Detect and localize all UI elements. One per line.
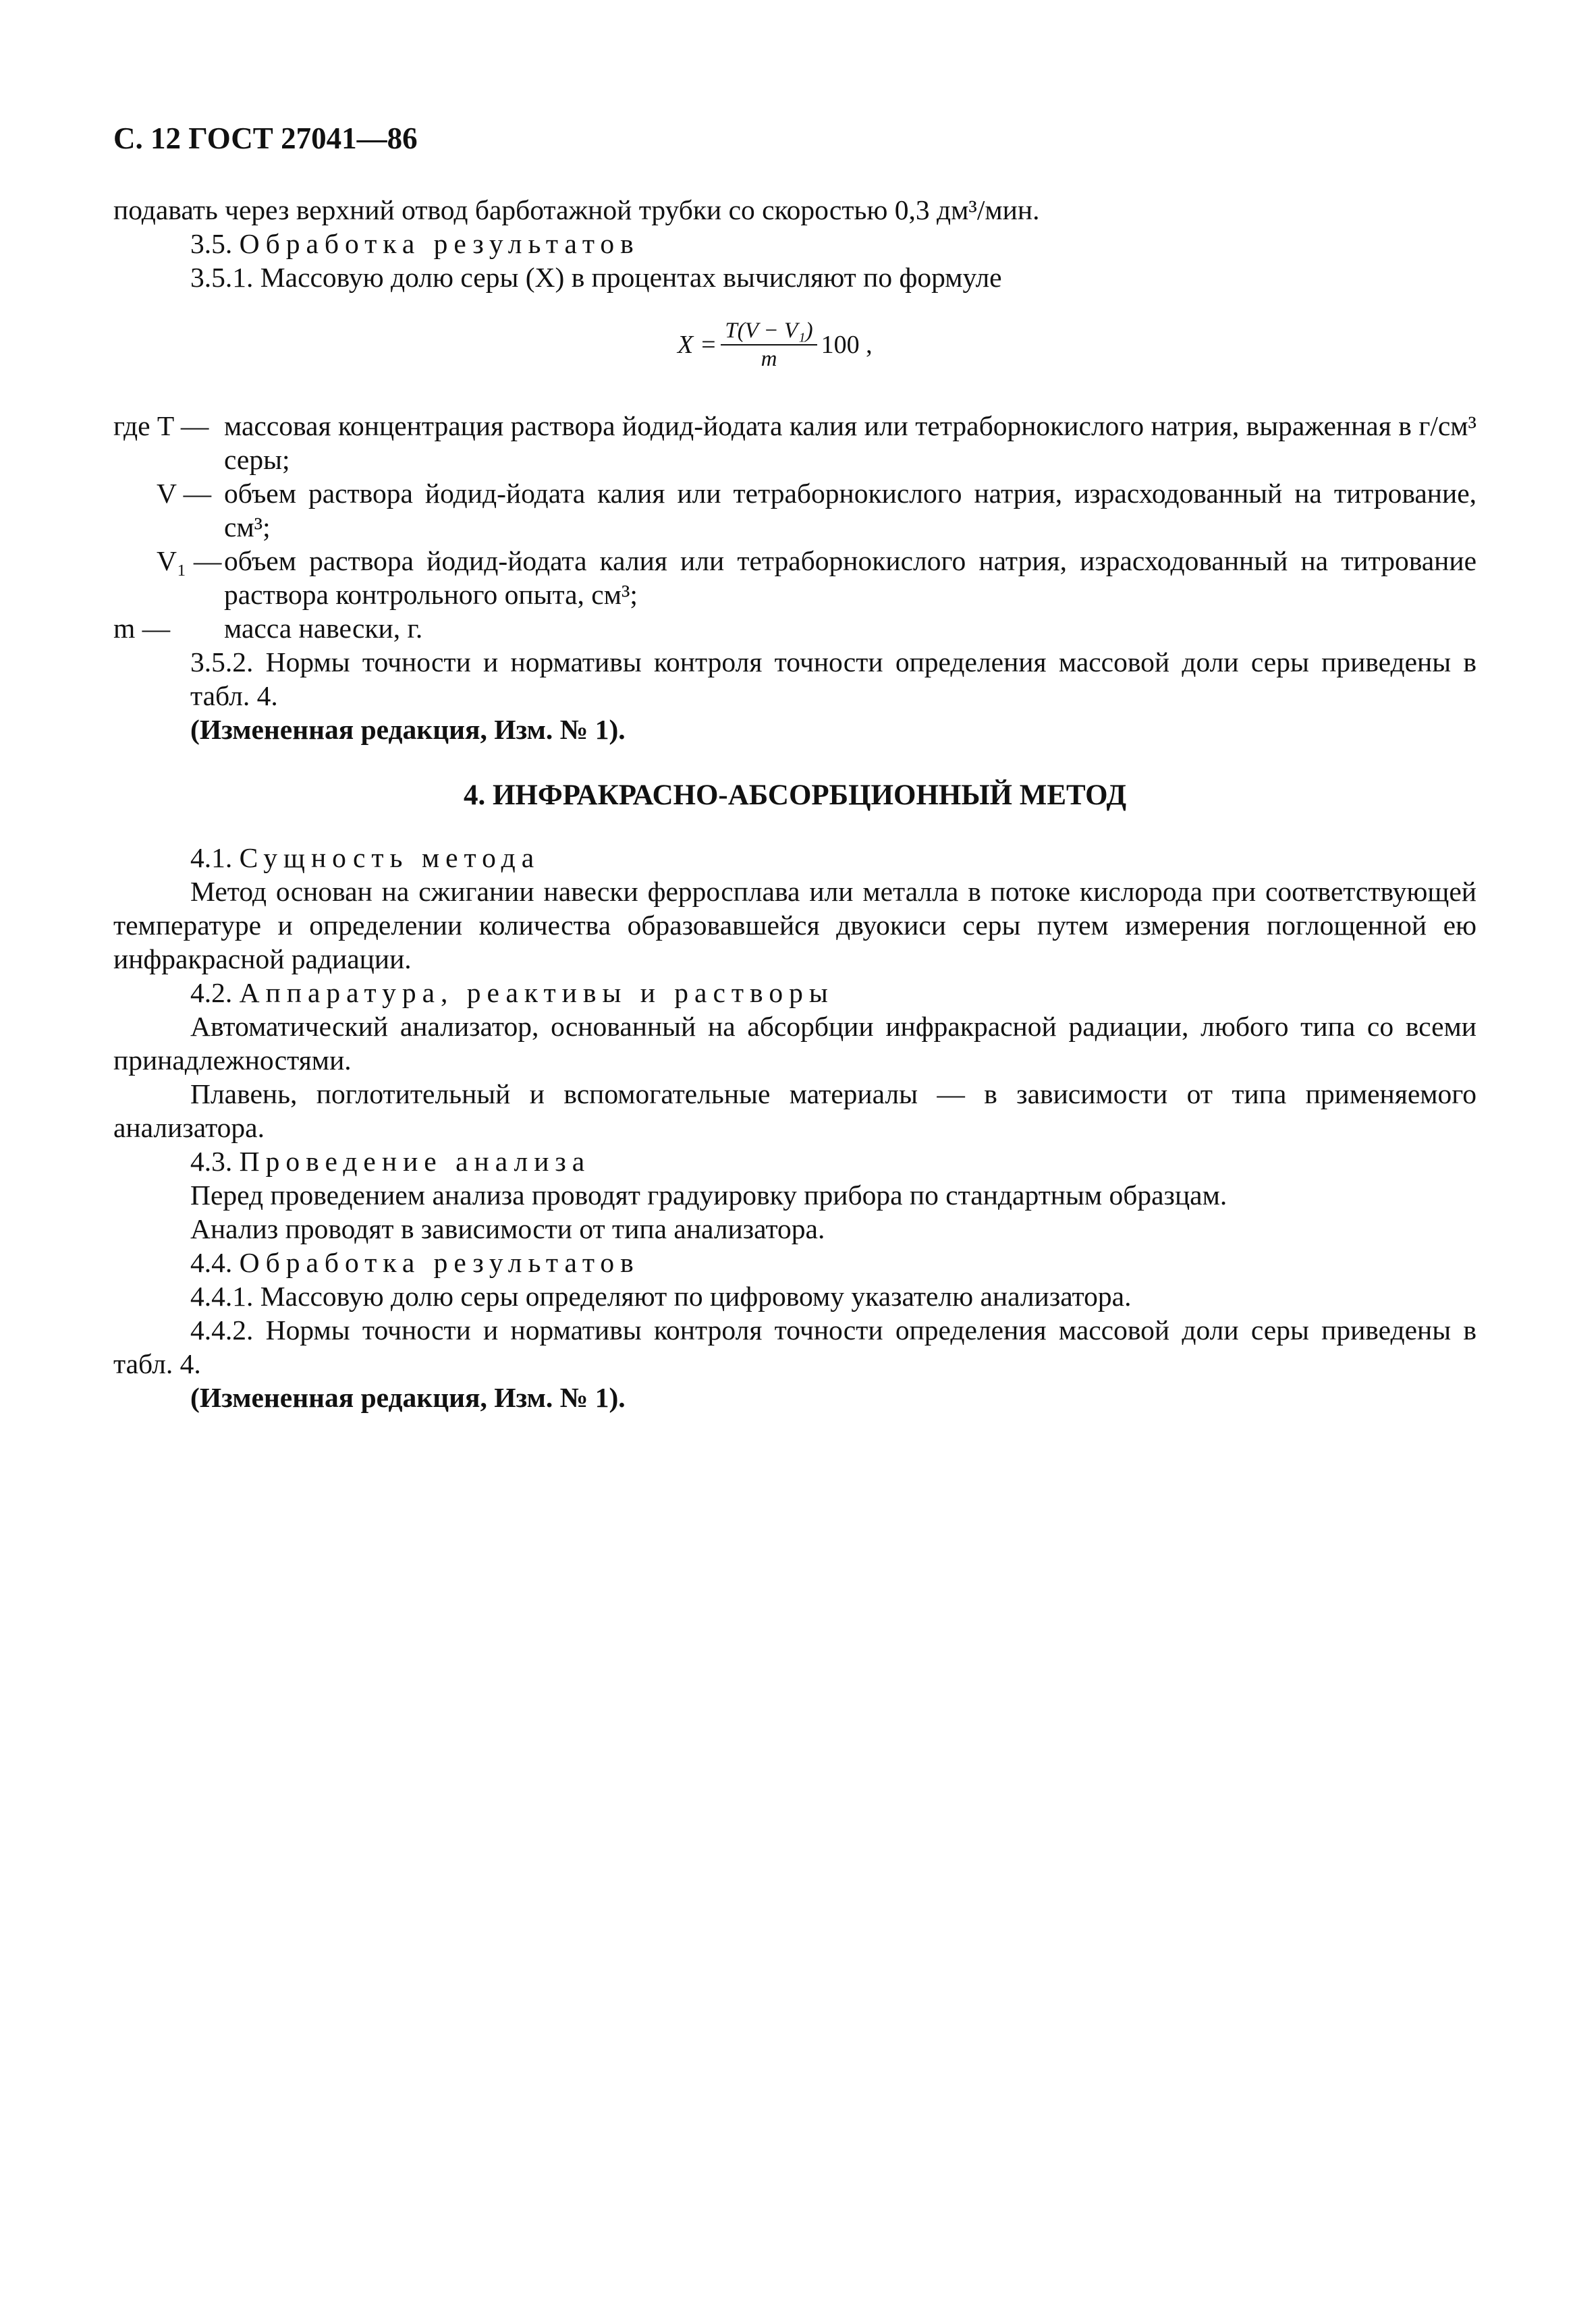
definition-text: объем раствора йодид-йодата калия или тетраборнокислого натрия, израсходованный на титрование, см³; bbox=[224, 478, 1477, 543]
paragraph-3-5-2: 3.5.2. Нормы точности и нормативы контроля точности определения массовой доли серы приведены в табл. 4. bbox=[190, 646, 1477, 711]
formula-lhs: X = bbox=[678, 331, 717, 359]
heading-4-2 bbox=[113, 976, 1477, 1009]
definition-item bbox=[113, 409, 1477, 476]
definition-item bbox=[113, 476, 1477, 544]
heading-4-4 bbox=[113, 1246, 1477, 1279]
definition-text: объем раствора йодид-йодата калия или тетраборнокислого натрия, израсходованный на титрование раствора контрольного опыта, см³; bbox=[224, 545, 1477, 610]
definition-symbol: m — bbox=[113, 613, 171, 644]
definitions-list bbox=[113, 409, 1477, 645]
formula-block bbox=[113, 294, 1477, 409]
heading-number: 4.2. bbox=[190, 977, 233, 1008]
heading-4-1 bbox=[113, 841, 1477, 875]
formula-numerator: T(V − V₁) bbox=[721, 317, 817, 345]
paragraph-4-4-2: 4.4.2. Нормы точности и нормативы контроля точности определения массовой доли серы приведены в табл. 4. bbox=[113, 1315, 1477, 1379]
formula-denominator: m bbox=[761, 347, 777, 371]
paragraph-3-5-1: 3.5.1. Массовую долю серы (X) в процентах вычисляют по формуле bbox=[190, 262, 1002, 293]
definition-text: массовая концентрация раствора йодид-йодата калия или тетраборнокислого натрия, выраженная в г/см³ серы; bbox=[224, 410, 1477, 475]
heading-title: Проведение анализа bbox=[239, 1146, 591, 1177]
heading-number: 3.5. bbox=[190, 228, 233, 259]
formula-fraction bbox=[721, 317, 817, 372]
document-page bbox=[113, 121, 1477, 1414]
paragraph-4-2-a: Автоматический анализатор, основанный на абсорбции инфракрасной радиации, любого типа со всеми принадлежностями. bbox=[113, 1011, 1477, 1076]
paragraph-4-3-a: Перед проведением анализа проводят градуировку прибора по стандартным образцам. bbox=[190, 1180, 1227, 1211]
heading-number: 4.1. bbox=[190, 842, 233, 873]
edit-note: (Измененная редакция, Изм. № 1). bbox=[190, 714, 626, 745]
definition-text: масса навески, г. bbox=[224, 613, 423, 644]
formula-factor: 100 , bbox=[821, 331, 873, 359]
definition-symbol: где T — bbox=[113, 410, 209, 441]
heading-title: Обработка результатов bbox=[239, 228, 640, 259]
edit-note: (Измененная редакция, Изм. № 1). bbox=[190, 1382, 626, 1413]
heading-4-3 bbox=[113, 1144, 1477, 1178]
paragraph-continuation: подавать через верхний отвод барботажной трубки со скоростью 0,3 дм³/мин. bbox=[113, 194, 1040, 225]
heading-number: 4.3. bbox=[190, 1146, 233, 1177]
heading-title: Сущность метода bbox=[239, 842, 541, 873]
heading-title: Аппаратура, реактивы и растворы bbox=[239, 977, 834, 1008]
paragraph-4-3-b: Анализ проводят в зависимости от типа анализатора. bbox=[190, 1213, 825, 1244]
definition-symbol: V₁ — bbox=[157, 545, 222, 576]
page-header: С. 12 ГОСТ 27041—86 bbox=[113, 121, 418, 155]
definition-item bbox=[113, 544, 1477, 611]
heading-title: Обработка результатов bbox=[239, 1247, 640, 1278]
paragraph-4-1: Метод основан на сжигании навески ферросплава или металла в потоке кислорода при соответствующей температуре и определении количества образовавшейся двуокиси серы путем измерения поглощенной ею инфракрасной радиации. bbox=[113, 876, 1477, 974]
section-title: 4. ИНФРАКРАСНО-АБСОРБЦИОННЫЙ МЕТОД bbox=[463, 779, 1127, 811]
paragraph-4-4-1: 4.4.1. Массовую долю серы определяют по цифровому указателю анализатора. bbox=[190, 1281, 1132, 1312]
definition-item bbox=[113, 611, 1477, 645]
mass-fraction-formula bbox=[678, 317, 873, 372]
definition-symbol: V — bbox=[157, 478, 212, 509]
paragraph-4-2-b: Плавень, поглотительный и вспомогательные материалы — в зависимости от типа применяемого анализатора. bbox=[113, 1078, 1477, 1143]
heading-number: 4.4. bbox=[190, 1247, 233, 1278]
heading-3-5 bbox=[113, 227, 1477, 260]
